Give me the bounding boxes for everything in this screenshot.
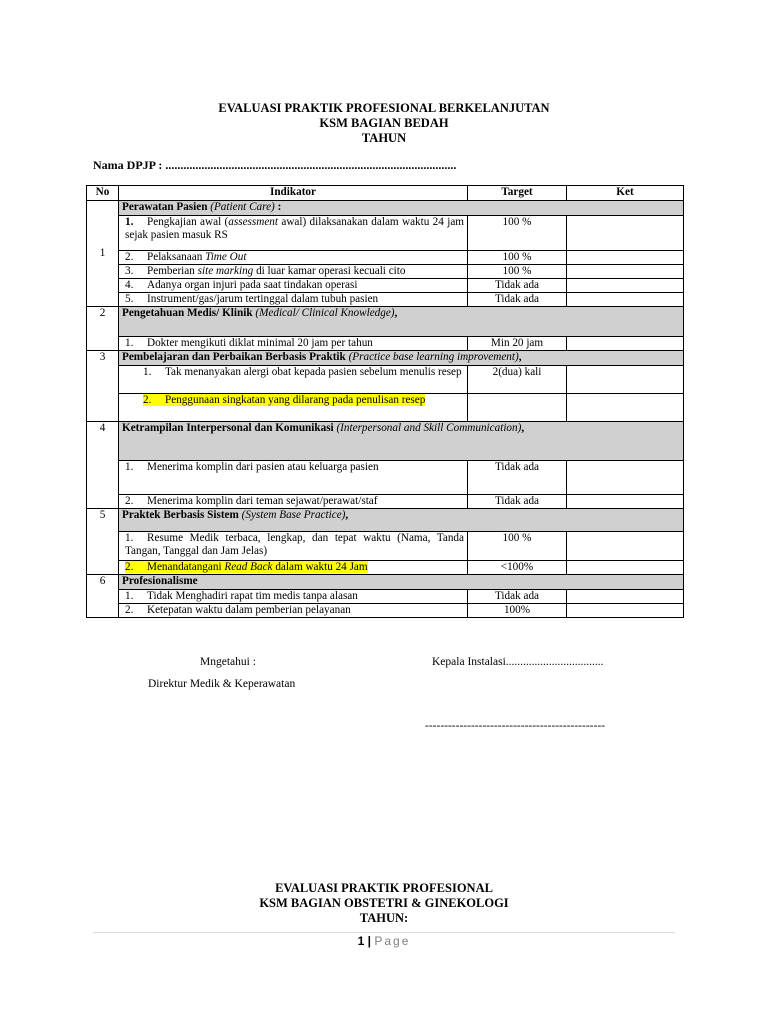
- indicator-cell: 1. Resume Medik terbaca, lengkap, dan tepat waktu (Nama, Tanda Tangan, Tanggal dan Jam Jelas): [119, 532, 468, 561]
- target-cell: Tidak ada: [468, 590, 567, 604]
- section-row: [87, 575, 684, 590]
- table-row: [87, 265, 684, 279]
- mengetahui-label: Mngetahui :: [200, 656, 256, 668]
- col-header-ket: Ket: [567, 186, 684, 201]
- target-cell: Tidak ada: [468, 293, 567, 307]
- indicator-cell: 1. Dokter mengikuti diklat minimal 20 jam per tahun: [119, 337, 468, 351]
- page-number-footer: [0, 934, 768, 948]
- table-row: [87, 495, 684, 509]
- direktur-label: Direktur Medik & Keperawatan: [148, 678, 296, 690]
- ket-cell: [567, 461, 684, 495]
- section-title: Pembelajaran dan Perbaikan Berbasis Praktik (Practice base learning improvement),: [119, 351, 684, 366]
- indicator-cell: 5. Instrument/gas/jarum tertinggal dalam tubuh pasien: [119, 293, 468, 307]
- col-header-indikator: Indikator: [119, 186, 468, 201]
- section-title: Pengetahuan Medis/ Klinik (Medical/ Clinical Knowledge),: [119, 307, 684, 337]
- section-number: 4: [87, 422, 119, 509]
- indicator-cell: 1. Pengkajian awal (assessment awal) dilaksanakan dalam waktu 24 jam sejak pasien masuk RS: [119, 216, 468, 251]
- table-row: [87, 604, 684, 618]
- table-header-row: [87, 186, 684, 201]
- table-row: [87, 279, 684, 293]
- target-cell: <100%: [468, 561, 567, 575]
- table-row: [87, 337, 684, 351]
- target-cell: [468, 394, 567, 422]
- section-title: Perawatan Pasien (Patient Care) :: [119, 201, 684, 216]
- table-row: [87, 216, 684, 251]
- indicator-cell: [119, 394, 468, 422]
- ket-cell: [567, 337, 684, 351]
- indicator-cell: 1. Tidak Menghadiri rapat tim medis tanpa alasan: [119, 590, 468, 604]
- indicator-cell: 4. Adanya organ injuri pada saat tindakan operasi: [119, 279, 468, 293]
- table-row: [87, 561, 684, 575]
- next-title-line1: EVALUASI PRAKTIK PROFESIONAL: [275, 881, 493, 895]
- section-row: [87, 351, 684, 366]
- page-separator: |: [367, 934, 371, 948]
- table-row: [87, 366, 684, 394]
- indicator-cell: 1. Tak menanyakan alergi obat kepada pasien sebelum menulis resep: [119, 366, 468, 394]
- highlighted-text: 2. Penggunaan singkatan yang dilarang pada penulisan resep: [143, 394, 426, 406]
- target-cell: Tidak ada: [468, 461, 567, 495]
- ket-cell: [567, 216, 684, 251]
- section-row: [87, 307, 684, 337]
- section-number: 2: [87, 307, 119, 351]
- nama-dpjp-field: Nama DPJP : .................................................................................................: [93, 158, 457, 172]
- section-row: [87, 201, 684, 216]
- table-row: [87, 590, 684, 604]
- target-cell: Tidak ada: [468, 279, 567, 293]
- section-number: 6: [87, 575, 119, 618]
- highlighted-text: 2. Menandatangani Read Back dalam waktu 24 Jam: [125, 561, 368, 573]
- kepala-instalasi-label: Kepala Instalasi..................................: [432, 656, 604, 668]
- col-header-no: No: [87, 186, 119, 201]
- ket-cell: [567, 604, 684, 618]
- table-row: [87, 251, 684, 265]
- indicator-cell: 2. Ketepatan waktu dalam pemberian pelayanan: [119, 604, 468, 618]
- table-row: [87, 461, 684, 495]
- ket-cell: [567, 532, 684, 561]
- indicator-cell: 2. Pelaksanaan Time Out: [119, 251, 468, 265]
- section-row: [87, 509, 684, 532]
- col-header-target: Target: [468, 186, 567, 201]
- ket-cell: [567, 265, 684, 279]
- section-row: [87, 422, 684, 461]
- target-cell: 2(dua) kali: [468, 366, 567, 394]
- table-row: [87, 293, 684, 307]
- indicator-cell: [119, 561, 468, 575]
- table-row: [87, 394, 684, 422]
- page-label: Page: [374, 934, 411, 948]
- doc-title-line3: TAHUN: [361, 131, 407, 145]
- target-cell: 100%: [468, 604, 567, 618]
- ket-cell: [567, 293, 684, 307]
- section-number: 5: [87, 509, 119, 575]
- target-cell: Min 20 jam: [468, 337, 567, 351]
- ket-cell: [567, 561, 684, 575]
- next-title-line2: KSM BAGIAN OBSTETRI & GINEKOLOGI: [259, 896, 509, 910]
- target-cell: 100 %: [468, 216, 567, 251]
- next-title-line3: TAHUN:: [359, 911, 409, 925]
- section-title: Praktek Berbasis Sistem (System Base Practice),: [119, 509, 684, 532]
- footer-divider: [93, 932, 675, 933]
- ket-cell: [567, 279, 684, 293]
- indicator-cell: 1. Menerima komplin dari pasien atau keluarga pasien: [119, 461, 468, 495]
- ket-cell: [567, 495, 684, 509]
- doc-title-line1: EVALUASI PRAKTIK PROFESIONAL BERKELANJUTAN: [218, 101, 550, 115]
- section-number: 3: [87, 351, 119, 422]
- section-title: Profesionalisme: [119, 575, 684, 590]
- ket-cell: [567, 590, 684, 604]
- ket-cell: [567, 366, 684, 394]
- table-row: [87, 532, 684, 561]
- section-title: Ketrampilan Interpersonal dan Komunikasi (Interpersonal and Skill Communication),: [119, 422, 684, 461]
- target-cell: 100 %: [468, 251, 567, 265]
- indicator-cell: 3. Pemberian site marking di luar kamar operasi kecuali cito: [119, 265, 468, 279]
- ket-cell: [567, 251, 684, 265]
- page-number: 1: [357, 934, 365, 948]
- ket-cell: [567, 394, 684, 422]
- indicator-cell: 2. Menerima komplin dari teman sejawat/perawat/staf: [119, 495, 468, 509]
- target-cell: Tidak ada: [468, 495, 567, 509]
- evaluation-table: [86, 185, 684, 618]
- signature-line: -----------------------------------------------: [425, 720, 605, 732]
- target-cell: 100 %: [468, 265, 567, 279]
- target-cell: 100 %: [468, 532, 567, 561]
- section-number: 1: [87, 201, 119, 307]
- doc-title-line2: KSM BAGIAN BEDAH: [319, 116, 449, 130]
